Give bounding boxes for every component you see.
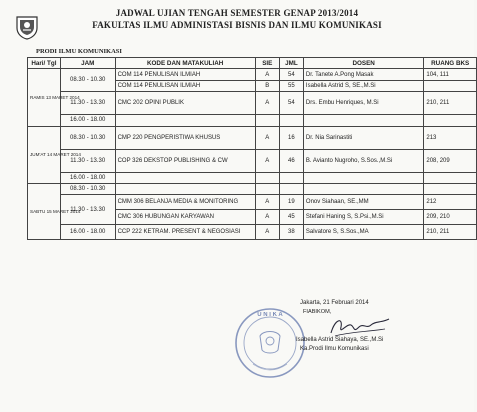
table-row	[28, 225, 477, 240]
room-cell: 104, 111	[424, 69, 477, 80]
lecturer-cell: Isabella Astrid S, SE.,M.Si	[303, 80, 423, 91]
header-dosen: DOSEN	[303, 58, 423, 69]
schedule-table	[27, 57, 477, 240]
lecturer-cell	[303, 183, 423, 194]
time-cell: 16.00 - 18.00	[60, 172, 115, 183]
lecturer-cell: Salvatore S, S.Sos.,MA	[303, 225, 423, 240]
count-cell: 54	[279, 69, 303, 80]
section-cell: A	[255, 210, 279, 225]
section-cell	[255, 183, 279, 194]
section-cell	[255, 115, 279, 126]
signature-faculty: FIABIKOM,	[303, 309, 332, 315]
signature-date: Jakarta, 21 Februari 2014	[300, 300, 369, 306]
table-row	[28, 92, 477, 115]
course-cell: COM 114 PENULISAN ILMIAH	[115, 80, 255, 91]
count-cell: 54	[279, 92, 303, 115]
room-cell: 208, 209	[424, 149, 477, 172]
room-cell	[424, 183, 477, 194]
day-cell: SABTU 15 MARET 2014	[28, 183, 61, 239]
section-cell: A	[255, 195, 279, 210]
header-ruang: RUANG BKS	[424, 58, 477, 69]
course-cell: COM 114 PENULISAN ILMIAH	[115, 69, 255, 80]
count-cell: 19	[279, 195, 303, 210]
table-row	[28, 172, 477, 183]
section-cell: B	[255, 80, 279, 91]
room-cell	[424, 80, 477, 91]
table-row	[28, 195, 477, 210]
time-cell: 16.00 - 18.00	[60, 115, 115, 126]
time-cell: 11.30 - 13.30	[60, 195, 115, 225]
section-cell: A	[255, 92, 279, 115]
header-sie: SIE	[255, 58, 279, 69]
room-cell: 213	[424, 126, 477, 149]
university-stamp-icon	[233, 306, 307, 380]
course-cell: CMM 306 BELANJA MEDIA & MONITORING	[115, 195, 255, 210]
header-jam: JAM	[60, 58, 115, 69]
program-label: PRODI ILMU KOMUNIKASI	[36, 48, 122, 55]
room-cell: 210, 211	[424, 225, 477, 240]
section-cell	[255, 172, 279, 183]
table-row	[28, 149, 477, 172]
count-cell	[279, 115, 303, 126]
table-row	[28, 69, 477, 80]
course-cell: CMP 220 PENGPERISTIWA KHUSUS	[115, 126, 255, 149]
table-header-row	[28, 58, 477, 69]
room-cell: 210, 211	[424, 92, 477, 115]
room-cell: 209, 210	[424, 210, 477, 225]
header-mk: KODE DAN MATAKULIAH	[115, 58, 255, 69]
header-jml: JML	[279, 58, 303, 69]
count-cell: 55	[279, 80, 303, 91]
faculty-title: FAKULTAS ILMU ADMINISTASI BISNIS DAN ILMU KOMUNIKASI	[92, 20, 382, 30]
svg-text:U N I K A: U N I K A	[257, 312, 283, 318]
room-cell	[424, 115, 477, 126]
count-cell: 46	[279, 149, 303, 172]
table-row	[28, 115, 477, 126]
count-cell	[279, 183, 303, 194]
count-cell: 45	[279, 210, 303, 225]
table-row	[28, 126, 477, 149]
lecturer-cell: B. Avianto Nugroho, S.Sos.,M.Si	[303, 149, 423, 172]
section-cell: A	[255, 225, 279, 240]
course-cell: CMC 306 HUBUNGAN KARYAWAN	[115, 210, 255, 225]
section-cell: A	[255, 126, 279, 149]
course-cell	[115, 172, 255, 183]
document-title: JADWAL UJIAN TENGAH SEMESTER GENAP 2013/2014	[115, 8, 359, 18]
time-cell: 08.30 - 10.30	[60, 69, 115, 92]
lecturer-cell: Dr. Nia Sarinastiti	[303, 126, 423, 149]
room-cell: 212	[424, 195, 477, 210]
course-cell	[115, 115, 255, 126]
time-cell: 08.30 - 10.30	[60, 183, 115, 194]
time-cell: 11.30 - 13.30	[60, 149, 115, 172]
time-cell: 16.00 - 18.00	[60, 225, 115, 240]
count-cell: 38	[279, 225, 303, 240]
signer-role: Ka.Prodi Ilmu Komunikasi	[300, 346, 369, 352]
signer-name: Isabella Astrid Siahaya, SE.,M.Si	[296, 337, 384, 343]
lecturer-cell: Onov Siahaan, SE.,MM	[303, 195, 423, 210]
lecturer-cell	[303, 172, 423, 183]
course-cell	[115, 183, 255, 194]
day-cell: JUM'AT 14 MARET 2014	[28, 126, 61, 183]
lecturer-cell: Dr. Tanete A.Pong Masak	[303, 69, 423, 80]
header-hari: Hari/ Tgl	[28, 58, 61, 69]
lecturer-cell	[303, 115, 423, 126]
lecturer-cell: Stefani Haning S, S.Psi.,M.Si	[303, 210, 423, 225]
section-cell: A	[255, 149, 279, 172]
day-cell: RAMIS 13 MARET 2014	[28, 69, 61, 126]
lecturer-cell: Drs. Embu Henriques, M.Si	[303, 92, 423, 115]
room-cell	[424, 172, 477, 183]
course-cell: CMC 202 OPINI PUBLIK	[115, 92, 255, 115]
section-cell: A	[255, 69, 279, 80]
course-cell: CCP 222 KETRAM. PRESENT & NEGOSIASI	[115, 225, 255, 240]
count-cell: 16	[279, 126, 303, 149]
table-row	[28, 183, 477, 194]
time-cell: 08.30 - 10.30	[60, 126, 115, 149]
time-cell: 11.30 - 13.30	[60, 92, 115, 115]
count-cell	[279, 172, 303, 183]
course-cell: COP 326 DEKSTOP PUBLISHING & CW	[115, 149, 255, 172]
